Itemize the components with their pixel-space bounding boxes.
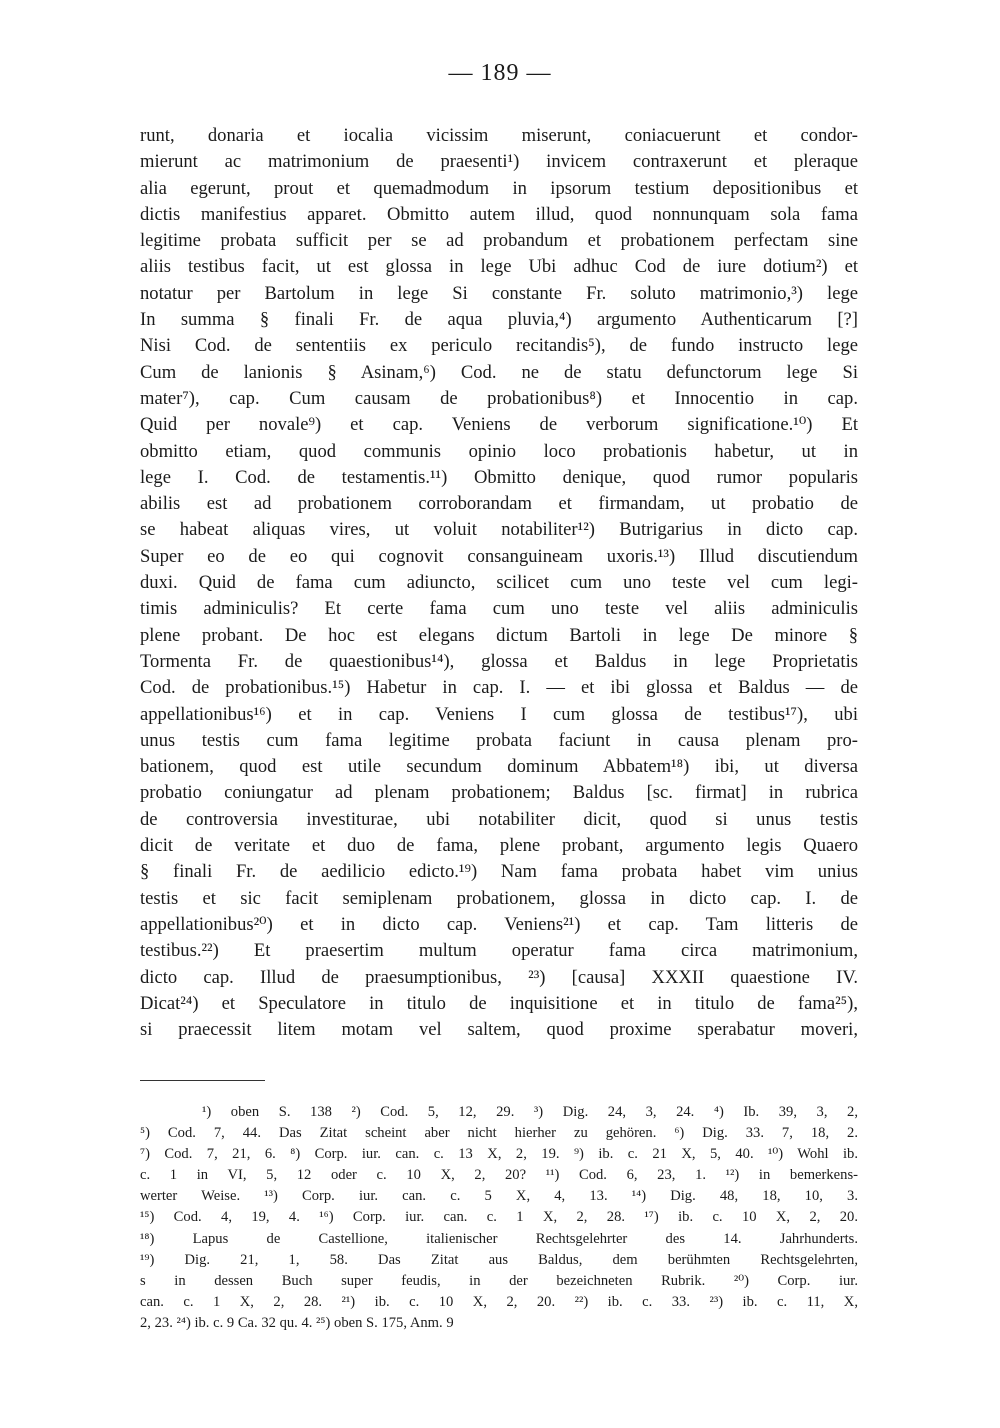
text-line: runt, donaria et iocalia vicissim miserunt, coniacuerunt et condor- xyxy=(140,125,858,146)
text-line: mater⁷), cap. Cum causam de probationibus⁸) et Innocentio in cap. xyxy=(140,387,858,409)
text-line: notatur per Bartolum in lege Si constante Fr. soluto matrimonio,³) lege xyxy=(140,282,858,304)
text-line: dicto cap. Illud de praesumptionibus, ²³) [causa] XXXII quaestione IV. xyxy=(140,966,858,988)
text-line: dictis manifestius apparet. Obmitto autem illud, quod nonnunquam sola fama xyxy=(140,203,858,225)
footnote-line: ⁵) Cod. 7, 44. Das Zitat scheint aber nicht hierher zu gehören. ⁶) Dig. 33. 7, 18, 2. xyxy=(140,1125,858,1142)
text-line: legitime probata sufficit per se ad probandum et probationem perfectam sine xyxy=(140,230,858,252)
text-line: Super eo de eo qui cognovit consanguineam uxoris.¹³) Illud discutiendum xyxy=(140,545,858,567)
text-line: unus testis cum fama legitime probata faciunt in causa plenam pro- xyxy=(140,729,858,751)
main-text xyxy=(140,123,858,1043)
text-line: dicit de veritate et duo de fama, plene probant, argumento legis Quaero xyxy=(140,835,858,857)
text-line: appellationibus¹⁶) et in cap. Veniens I cum glossa de testibus¹⁷), ubi xyxy=(140,703,858,725)
text-line: Dicat²⁴) et Speculatore in titulo de inquisitione et in titulo de fama²⁵), xyxy=(140,992,858,1014)
footnote-divider xyxy=(140,1080,265,1081)
text-line: obmitto etiam, quod communis opinio loco probationis habetur, ut in xyxy=(140,440,858,462)
footnote-line: c. 1 in VI, 5, 12 oder c. 10 X, 2, 20? ¹¹) Cod. 6, 23, 1. ¹²) in bemerkens- xyxy=(140,1167,858,1184)
text-line: de controversia investiturae, ubi notabiliter dicit, quod si unus testis xyxy=(140,808,858,830)
text-line: abilis est ad probationem corroborandam et firmandam, ut probatio de xyxy=(140,493,858,515)
text-line: Cum de lanionis § Asinam,⁶) Cod. ne de statu defunctorum lege Si xyxy=(140,361,858,383)
text-line: timis adminiculis? Et certe fama cum uno teste vel aliis adminiculis xyxy=(140,598,858,620)
text-line: se habeat aliquas vires, ut voluit notabiliter¹²) Butrigarius in dicto cap. xyxy=(140,519,858,541)
text-line: § finali Fr. de aedilicio edicto.¹⁹) Nam fama probata habet vim unius xyxy=(140,861,858,883)
text-line: testibus.²²) Et praesertim multum operatur fama circa matrimonium, xyxy=(140,940,858,962)
footnote-line: werter Weise. ¹³) Corp. iur. can. c. 5 X, 4, 13. ¹⁴) Dig. 48, 18, 10, 3. xyxy=(140,1188,858,1205)
text-line: probatio coniungatur ad plenam probationem; Baldus [sc. firmat] in rubrica xyxy=(140,782,858,804)
text-line: Tormenta Fr. de quaestionibus¹⁴), glossa et Baldus in lege Proprietatis xyxy=(140,650,858,672)
text-line: In summa § finali Fr. de aqua pluvia,⁴) argumento Authenticarum [?] xyxy=(140,309,858,331)
footnote-line: ¹⁹) Dig. 21, 1, 58. Das Zitat aus Baldus, dem berühmten Rechtsgelehrten, xyxy=(140,1251,858,1268)
text-line: duxi. Quid de fama cum adiuncto, scilicet cum uno teste vel cum legi- xyxy=(140,572,858,594)
text-line: Quid per novale⁹) et cap. Veniens de verborum significatione.¹⁰) Et xyxy=(140,414,858,436)
footnote-line: 2, 23. ²⁴) ib. c. 9 Ca. 32 qu. 4. ²⁵) oben S. 175, Anm. 9 xyxy=(140,1314,454,1331)
footnote-line: ¹⁸) Lapus de Castellione, italienischer Rechtsgelehrter des 14. Jahrhunderts. xyxy=(140,1230,858,1247)
footnote-line: ⁷) Cod. 7, 21, 6. ⁸) Corp. iur. can. c. 13 X, 2, 19. ⁹) ib. c. 21 X, 5, 40. ¹⁰) Wohl ib. xyxy=(140,1146,858,1163)
text-line: bationem, quod est utile secundum dominum Abbatem¹⁸) ibi, ut diversa xyxy=(140,756,858,778)
text-line: mierunt ac matrimonium de praesenti¹) invicem contraxerunt et pleraque xyxy=(140,151,858,173)
page-number: — 189 — xyxy=(448,60,552,86)
footnotes xyxy=(140,1102,858,1334)
footnote-line: ¹) oben S. 138 ²) Cod. 5, 12, 29. ³) Dig. 24, 3, 24. ⁴) Ib. 39, 3, 2, xyxy=(202,1104,858,1120)
text-line: Nisi Cod. de sententiis ex periculo recitandis⁵), de fundo instructo lege xyxy=(140,335,858,357)
footnote-line: s in dessen Buch super feudis, in der bezeichneten Rubrik. ²⁰) Corp. iur. xyxy=(140,1272,858,1289)
text-line: alia egerunt, prout et quemadmodum in ipsorum testium depositionibus et xyxy=(140,177,858,199)
footnote-line: can. c. 1 X, 2, 28. ²¹) ib. c. 10 X, 2, 20. ²²) ib. c. 33. ²³) ib. c. 11, X, xyxy=(140,1293,858,1310)
text-line: aliis testibus facit, ut est glossa in lege Ubi adhuc Cod de iure dotium²) et xyxy=(140,256,858,278)
text-line: plene probant. De hoc est elegans dictum Bartoli in lege De minore § xyxy=(140,624,858,646)
text-line: testis et sic facit semiplenam probationem, glossa in dicto cap. I. de xyxy=(140,887,858,909)
text-line: Cod. de probationibus.¹⁵) Habetur in cap. I. — et ibi glossa et Baldus — de xyxy=(140,677,858,699)
text-line: appellationibus²⁰) et in dicto cap. Veniens²¹) et cap. Tam litteris de xyxy=(140,913,858,935)
text-line: lege I. Cod. de testamentis.¹¹) Obmitto denique, quod rumor popularis xyxy=(140,466,858,488)
footnote-line: ¹⁵) Cod. 4, 19, 4. ¹⁶) Corp. iur. can. c. 1 X, 2, 28. ¹⁷) ib. c. 10 X, 2, 20. xyxy=(140,1209,858,1226)
text-line: si praecessit litem motam vel saltem, quod proxime sperabatur moveri, xyxy=(140,1019,858,1041)
